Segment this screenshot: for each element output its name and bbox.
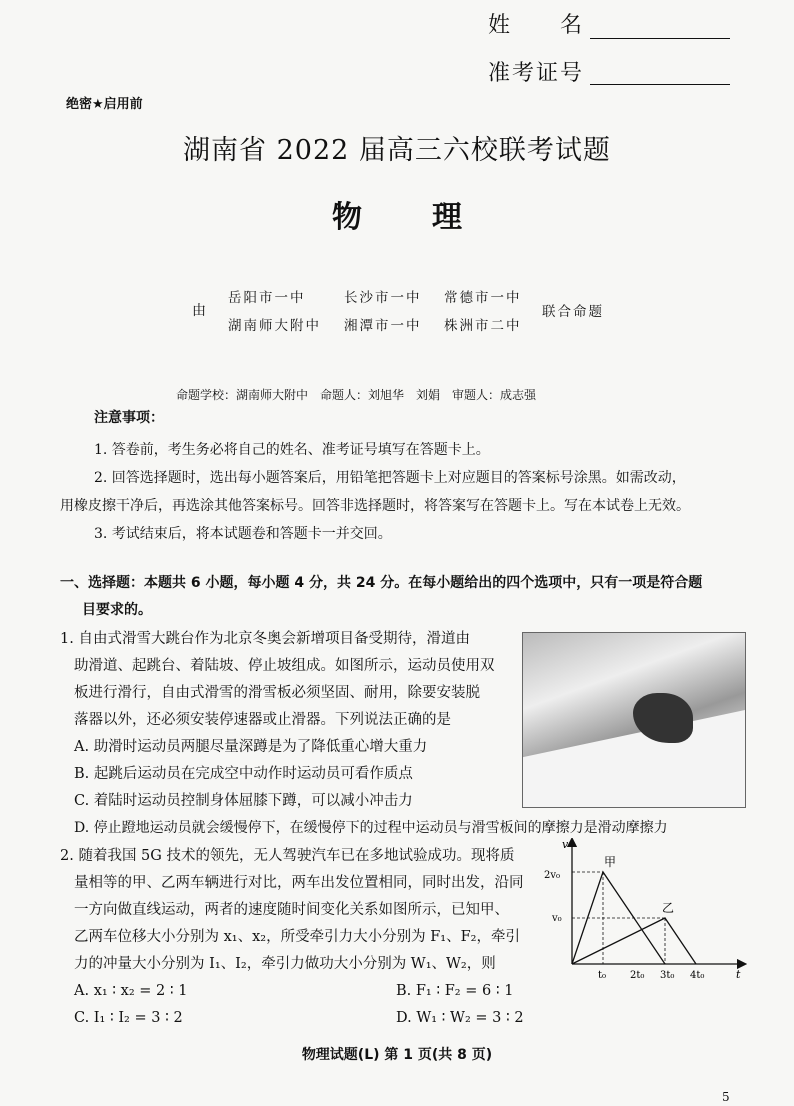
- x-tick-3t0: 3t₀: [660, 970, 675, 981]
- school-1: 岳阳市一中: [228, 290, 306, 306]
- page-mark: 5: [722, 1090, 730, 1104]
- exam-title: 湖南省 2022 届高三六校联考试题: [183, 135, 611, 166]
- school-5: 湘潭市一中: [344, 318, 422, 334]
- q1-stem-1: 1. 自由式滑雪大跳台作为北京冬奥会新增项目备受期待，滑道由: [60, 631, 470, 647]
- series-yi-label: 乙: [662, 901, 675, 915]
- notice-item-2: 2. 回答选择题时，选出每小题答案后，用铅笔把答题卡上对应题目的答案标号涂黑。如需改动，: [94, 470, 686, 486]
- x-tick-4t0: 4t₀: [690, 970, 705, 981]
- section-heading-cont: 目要求的。: [82, 602, 152, 618]
- q1-option-b: B. 起跳后运动员在完成空中动作时运动员可看作质点: [74, 766, 413, 782]
- q2-option-b: B. F₁ ∶ F₂ = 6 ∶ 1: [396, 983, 514, 999]
- secret-label: 绝密★启用前: [66, 97, 143, 112]
- t-axis-label: t: [736, 968, 741, 981]
- q1-option-a: A. 助滑时运动员两腿尽量深蹲是为了降低重心增大重力: [74, 739, 428, 755]
- series-line-yi: [572, 918, 696, 964]
- schools-prefix: 由: [192, 303, 208, 319]
- notice-item-1: 1. 答卷前，考生务必将自己的姓名、准考证号填写在答题卡上。: [94, 442, 490, 458]
- y-tick-2v0: 2v₀: [544, 870, 561, 881]
- q1-stem-4: 落器以外，还必须安装停速器或止滑器。下列说法正确的是: [74, 712, 451, 728]
- v-axis-label: v: [562, 838, 569, 851]
- school-3: 常德市一中: [444, 290, 522, 306]
- notice-item-2-cont: 用橡皮擦干净后，再选涂其他答案标号。回答非选择题时，将答案写在答题卡上。写在本试卷上无效。: [60, 498, 690, 514]
- school-6: 株洲市二中: [444, 318, 522, 334]
- x-tick-2t0: 2t₀: [630, 970, 645, 981]
- q1-option-d: D. 停止蹬地运动员就会缓慢停下，在缓慢停下的过程中运动员与滑雪板间的摩擦力是滑动摩擦力: [74, 820, 668, 836]
- q2-option-a: A. x₁ ∶ x₂ = 2 ∶ 1: [74, 983, 188, 999]
- notice-item-3: 3. 考试结束后，将本试题卷和答题卡一并交回。: [94, 526, 392, 542]
- q2-option-d: D. W₁ ∶ W₂ = 3 ∶ 2: [396, 1010, 524, 1026]
- authors-line: 命题学校：湖南师大附中 命题人：刘旭华 刘娟 审题人：成志强: [176, 388, 537, 402]
- schools-suffix: 联合命题: [542, 304, 604, 320]
- q1-option-c: C. 着陆时运动员控制身体屈膝下蹲，可以减小冲击力: [74, 793, 413, 809]
- school-2: 长沙市一中: [344, 290, 422, 306]
- velocity-time-graph: [542, 838, 752, 988]
- q2-stem-3: 一方向做直线运动，两者的速度随时间变化关系如图所示，已知甲、: [74, 902, 509, 918]
- school-4: 湖南师大附中: [228, 318, 321, 334]
- exam-number-label: 准考证号: [488, 61, 585, 86]
- name-field-line[interactable]: [590, 38, 730, 39]
- section-heading: 一、选择题：本题共 6 小题，每小题 4 分，共 24 分。在每小题给出的四个选项中，只有一项是符合题: [60, 575, 703, 591]
- q2-stem-5: 力的冲量大小分别为 I₁、I₂，牵引力做功大小分别为 W₁、W₂，则: [74, 956, 496, 972]
- q2-stem-2: 量相等的甲、乙两车辆进行对比，两车出发位置相同，同时出发，沿同: [74, 875, 524, 891]
- q2-option-c: C. I₁ ∶ I₂ = 3 ∶ 2: [74, 1010, 183, 1026]
- series-jia-label: 甲: [604, 855, 617, 869]
- page-footer: 物理试题(L) 第 1 页(共 8 页): [301, 1047, 493, 1063]
- q2-stem-1: 2. 随着我国 5G 技术的领先，无人驾驶汽车已在多地试验成功。现将质: [60, 848, 515, 864]
- x-tick-t0: t₀: [598, 970, 607, 981]
- y-tick-v0: v₀: [552, 913, 562, 924]
- q1-stem-2: 助滑道、起跳台、着陆坡、停止坡组成。如图所示，运动员使用双: [74, 658, 495, 674]
- ski-jump-photo: [522, 632, 746, 808]
- name-label: 姓 名: [488, 13, 585, 38]
- q2-stem-4: 乙两车位移大小分别为 x₁、x₂，所受牵引力大小分别为 F₁、F₂，牵引: [74, 929, 520, 945]
- exam-number-field-line[interactable]: [590, 84, 730, 85]
- q1-stem-3: 板进行滑行，自由式滑雪的滑雪板必须坚固、耐用，除要安装脱: [74, 685, 480, 701]
- notice-heading: 注意事项：: [94, 410, 164, 426]
- subject-title: 物 理: [332, 200, 482, 235]
